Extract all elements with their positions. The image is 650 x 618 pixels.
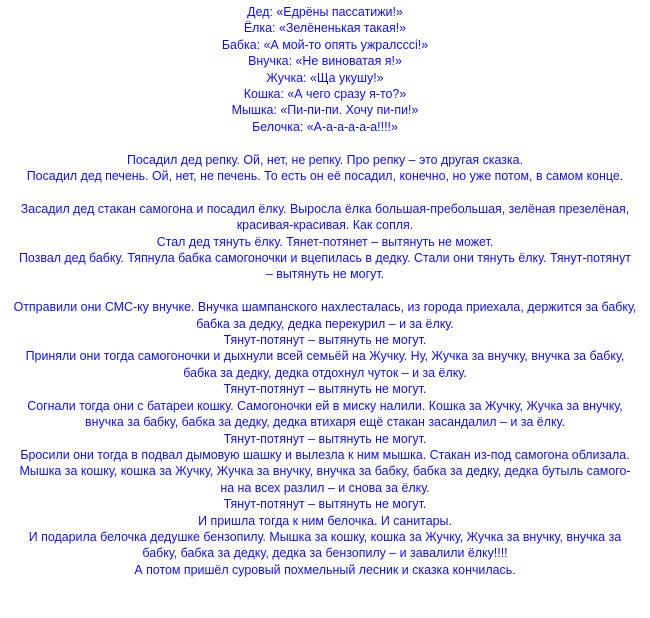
- story-paragraph-2: [0, 299, 650, 578]
- text-line: красивая-красивая. Как сопля.: [236, 218, 414, 233]
- cast-line-belochka: Белочка: «А-а-а-а-а-а!!!!»: [252, 119, 398, 134]
- story-document: [0, 4, 650, 578]
- cast-line-ded: Дед: «Едрёны пассатижи!»: [247, 5, 403, 19]
- text-line: А потом пришёл суровый похмельный лесник и сказка кончилась.: [134, 562, 516, 577]
- paragraph-spacer: [0, 184, 650, 200]
- text-line: Мышка за кошку, кошка за Жучку, Жучка за внучку, внучка за бабку, бабка за дедку, дедка бутыль самого-: [19, 464, 631, 479]
- cast-line-babka: Бабка: «А мой-то опять ужралсссi!»: [221, 37, 429, 52]
- text-line: внучка за бабку, бабка за дедку, дедка втихаря ещё стакан засандалил – и за ёлку.: [85, 415, 565, 430]
- text-line: Тянут-потянут – вытянуть не могут.: [223, 382, 427, 397]
- text-line: на на всех разлил – и снова за ёлку.: [220, 480, 430, 495]
- text-line: бабка за дедку, дедка отдохнул чуток – и за ёлку.: [183, 365, 467, 380]
- text-line: И пришла тогда к ним белочка. И санитары.: [198, 513, 452, 528]
- text-line: Засадил дед стакан самогона и посадил ёлку. Выросла ёлка большая-пребольшая, зелёная презелёная,: [20, 201, 630, 216]
- text-line: Тянут-потянут – вытянуть не могут.: [223, 333, 427, 348]
- text-line: Посадил дед репку. Ой, нет, не репку. Про репку – это другая сказка.: [126, 152, 524, 167]
- cast-line-koshka: Кошка: «А чего сразу я-то?»: [243, 87, 407, 102]
- text-line: Стал дед тянуть ёлку. Тянет-потянет – вытянуть не может.: [156, 234, 494, 249]
- text-line: Согнали тогда они с батареи кошку. Самогоночки ей в миску налили. Кошка за Жучку, Жучка за внучку,: [27, 398, 623, 413]
- cast-line-yolka: Ёлка: «Зелёненькая такая!»: [243, 21, 407, 36]
- cast-line-myshka: Мышка: «Пи-пи-пи. Хочу пи-пи!»: [231, 103, 419, 118]
- cast-line-zhuchka: Жучка: «Ща укушу!»: [266, 70, 384, 85]
- cast-list: [0, 4, 650, 135]
- intro-paragraph: [0, 152, 650, 185]
- text-line: бабку, бабка за дедку, дедка за бензопилу – и завалили ёлку!!!!: [142, 546, 508, 561]
- text-line: Позвал дед бабку. Тяпнула бабка самогоночки и вцепилась в дедку. Стали они тянуть ёлку. Тянут-потянут: [18, 251, 632, 266]
- text-line: Бросили они тогда в подвал дымовую шашку и вылезла к ним мышка. Стакан из-под самогона облизала.: [20, 447, 630, 462]
- text-line: Приняли они тогда самогоночки и дыхнули всей семьёй на Жучку. Ну, Жучка за внучку, внучка за бабку,: [25, 349, 625, 364]
- story-paragraph-1: [0, 201, 650, 283]
- cast-line-vnuchka: Внучка: «Не виноватая я!»: [248, 54, 402, 69]
- text-line: Тянут-потянут – вытянуть не могут.: [223, 497, 427, 512]
- paragraph-spacer: [0, 283, 650, 299]
- text-line: бабка за дедку, дедка перекурил – и за ёлку.: [196, 316, 454, 331]
- text-line: И подарила белочка дедушке бензопилу. Мышка за кошку, кошка за Жучку, Жучка за внучку, внучка за: [28, 529, 622, 544]
- text-line: Отправили они СМС-ку внучке. Внучка шампанского нахлесталась, из города приехала, держится за бабку,: [13, 300, 637, 315]
- text-line: Тянут-потянут – вытянуть не могут.: [223, 431, 427, 446]
- text-line: Посадил дед печень. Ой, нет, не печень. То есть он её посадил, конечно, но уже потом, в самом конце.: [26, 169, 624, 184]
- paragraph-spacer: [0, 135, 650, 151]
- text-line: – вытянуть не могут.: [265, 267, 385, 282]
